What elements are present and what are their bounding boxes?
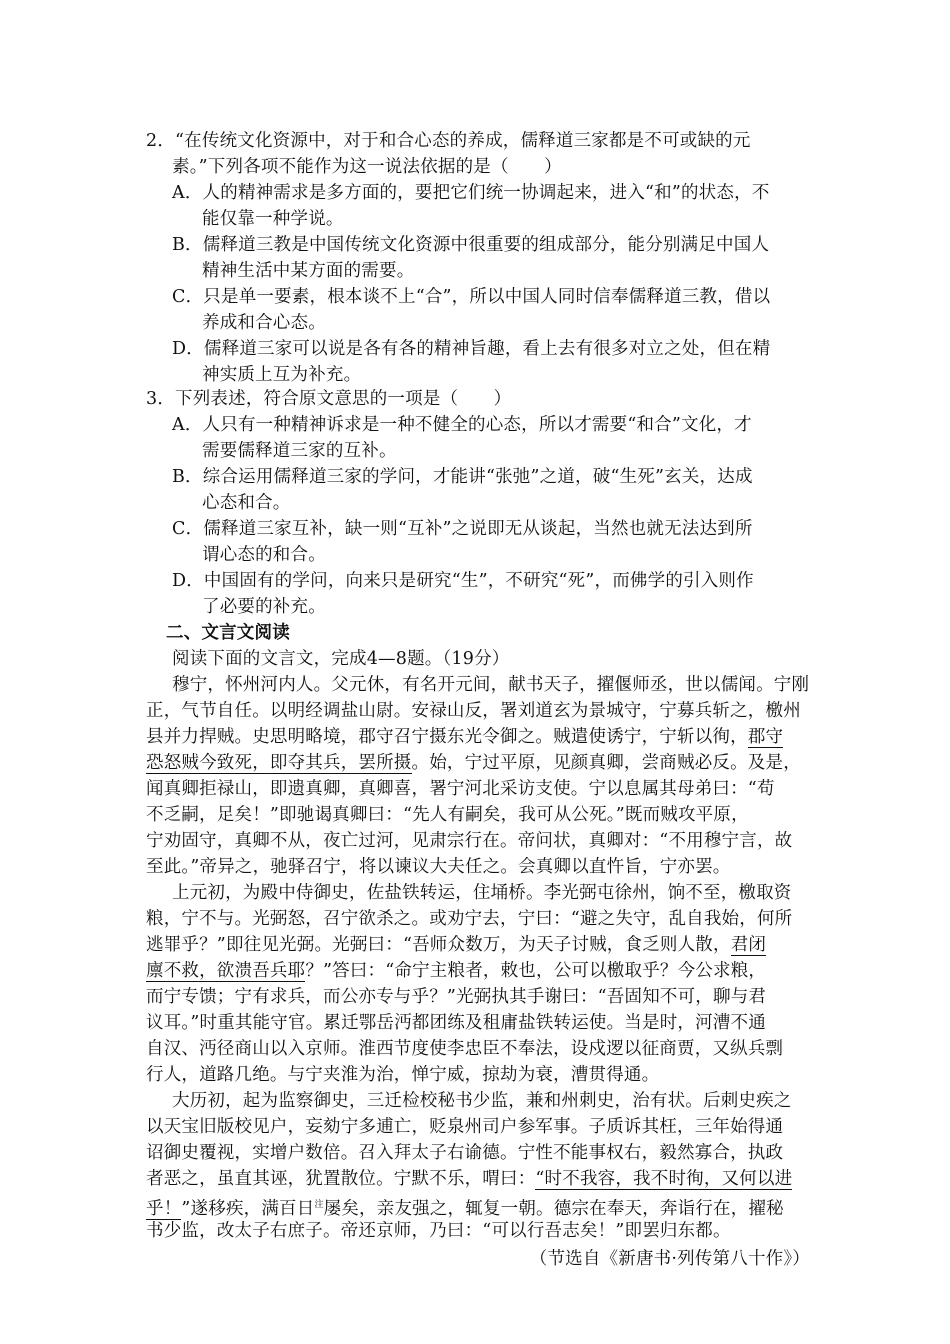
passage-text: 者恶之，虽直其诬，犹置散位。宁默不乐，喟曰：: [146, 1169, 536, 1189]
passage-text: 。始，宁过平原，见颜真卿，尝商贼必反。及是，: [411, 753, 801, 773]
passage-p3-line-1: 大历初，起为监察御史，三迁检校秘书少监，兼和州刺史，治有状。后刺史疾之: [172, 1091, 792, 1111]
passage-p2-line-3: [146, 932, 766, 958]
q3-option-c-cont: 谓心态的和合。: [202, 545, 326, 565]
q2-option-b: B．儒释道三教是中国传统文化资源中很重要的组成部分，能分别满足中国人: [172, 235, 770, 255]
section-heading: 二、文言文阅读: [166, 623, 290, 643]
q2-option-c: C．只是单一要素，根本谈不上“合”，所以中国人同时信奉儒释道三教，借以: [172, 287, 771, 307]
q3-option-a: A．人只有一种精神诉求是一种不健全的心态，所以才需要“和合”文化，才: [172, 415, 752, 435]
underlined-sentence: 廪不救，欲溃吾兵耶: [146, 961, 306, 981]
q3-stem: 3．下列表述，符合原文意思的一项是（ ）: [146, 389, 512, 409]
passage-p2-line-2: 粮，宁不与。光弼怒，召宁欲杀之。或劝宁去，宁曰：“避之失守，乱自我始，何所: [146, 909, 793, 929]
passage-source: （节选自《新唐书·列传第八十作》）: [529, 1249, 810, 1269]
q3-option-b-cont: 心态和合。: [202, 493, 291, 513]
passage-p1-line-5: 闻真卿拒禄山，即遗真卿，真卿喜，署宁河北采访支使。宁以息属其母弟曰：“苟: [146, 779, 775, 799]
passage-p3-line-2: 以天宝旧版校见户，妄劾宁多逋亡，贬泉州司户参军事。子质诉其枉，三年始得通: [146, 1117, 784, 1137]
q2-stem-line-2: 素。”下列各项不能作为这一说法依据的是（ ）: [172, 157, 562, 177]
passage-text: 逃罪乎？”即往见光弼。光弼曰：“吾师众数万，为天子讨贼，食乏则人散，: [146, 935, 731, 955]
q2-option-b-cont: 精神生活中某方面的需要。: [202, 261, 415, 281]
passage-text: ？”答曰：“命宁主粮者，敕也，公可以檄取乎？今公求粮，: [305, 961, 767, 981]
q2-stem-line-1: 2．“在传统文化资源中，对于和合心态的养成，儒释道三家都是不可或缺的元: [146, 131, 751, 151]
passage-p2-line-1: 上元初，为殿中侍御史，佐盐铁转运，住埇桥。李光弼屯徐州，饷不至，檄取资: [172, 883, 792, 903]
q2-option-d-cont: 神实质上互为补充。: [202, 365, 362, 385]
passage-p3-line-3: 诏御史覆视，实增户数倍。召入拜太子右谕德。宁性不能事权右，毅然寡合，执政: [146, 1143, 784, 1163]
q3-option-d: D．中国固有的学问，向来只是研究“生”，不研究“死”，而佛学的引入则作: [172, 571, 754, 591]
passage-text: 屡矣，亲友强之，辄复一朝。德宗在奉天，奔诣行在，擢秘: [323, 1198, 784, 1219]
q2-option-a-cont: 能仅靠一种学说。: [202, 209, 344, 229]
section-instruction: 阅读下面的文言文，完成4—8题。（19分）: [172, 649, 510, 669]
passage-text: 县并力捍贼。史思明略境，郡守召宁摄东光令御之。贼遣使诱宁，宁斩以徇，: [146, 727, 748, 747]
passage-p1-line-7: 宁劝固守，真卿不从，夜亡过河，见肃宗行在。帝问状，真卿对：“不用穆宁言，故: [146, 831, 793, 851]
passage-text: ”遂移疾，满百日: [181, 1198, 315, 1219]
underlined-sentence: 乎！: [146, 1198, 182, 1219]
q3-option-d-cont: 了必要的补充。: [202, 597, 326, 617]
q2-option-a: A．人的精神需求是多方面的，要把它们统一协调起来，进入“和”的状态，不: [172, 183, 770, 203]
passage-p3-line-6: 书少监，改太子右庶子。帝还京师，乃曰：“可以行吾志矣！”即罢归东都。: [146, 1221, 731, 1241]
q3-option-a-cont: 需要儒释道三家的互补。: [202, 441, 397, 461]
passage-p1-line-8: 至此。”帝异之，驰驿召宁，将以谏议大夫任之。会真卿以直忤旨，宁亦罢。: [146, 857, 731, 877]
underlined-sentence: 郡守: [747, 727, 784, 747]
passage-p2-line-8: 行人，道路几绝。与宁夹淮为治，惮宁威，掠劫为衰，漕贯得通。: [146, 1065, 660, 1085]
passage-p1-line-6: 不乏嗣，足矣！”即驰谒真卿曰：“先人有嗣矣，我可从公死。”既而贼攻平原，: [146, 805, 749, 825]
underlined-sentence: 恐怒贼今致死，即夺其兵，罢所摄: [146, 753, 412, 773]
passage-p2-line-5: 而宁专馈；宁有求兵，而公亦专与乎？”光弼执其手谢曰：“吾固知不可，聊与君: [146, 987, 767, 1007]
q2-option-c-cont: 养成和合心态。: [202, 313, 326, 333]
underlined-sentence: “时不我容，我不时徇，又何以进: [535, 1169, 793, 1189]
passage-p1-line-4: [146, 750, 801, 776]
passage-p1-line-2: 正，气节自任。以明经调盐山尉。安禄山反，署刘道玄为景城守，宁募兵斩之，檄州: [146, 701, 801, 721]
passage-p2-line-4: [146, 958, 766, 984]
passage-p2-line-7: 自汉、沔径商山以入京师。淮西节度使李忠臣不奉法，设戍逻以征商贾，又纵兵剽: [146, 1039, 784, 1059]
q3-option-c: C．儒释道三家互补，缺一则“互补”之说即无从谈起，当然也就无法达到所: [172, 519, 753, 539]
underlined-sentence: 君闭: [730, 935, 767, 955]
q2-option-d: D．儒释道三家可以说是各有各的精神旨趣，看上去有很多对立之处，但在精: [172, 339, 771, 359]
q3-option-b: B．综合运用儒释道三家的学问，才能讲“张弛”之道，破“生死”玄关，达成: [172, 467, 753, 487]
passage-p1-line-3: [146, 724, 783, 750]
passage-p3-line-4: [146, 1166, 792, 1192]
passage-p2-line-6: 议耳。”时重其能守官。累迁鄂岳沔都团练及租庸盐铁转运使。当是时，河漕不通: [146, 1013, 766, 1033]
footnote-marker: 注: [314, 1200, 324, 1210]
passage-p1-line-1: 穆宁，怀州河内人。父元休，有名开元间，献书天子，擢偃师丞，世以儒闻。宁刚: [172, 675, 810, 695]
